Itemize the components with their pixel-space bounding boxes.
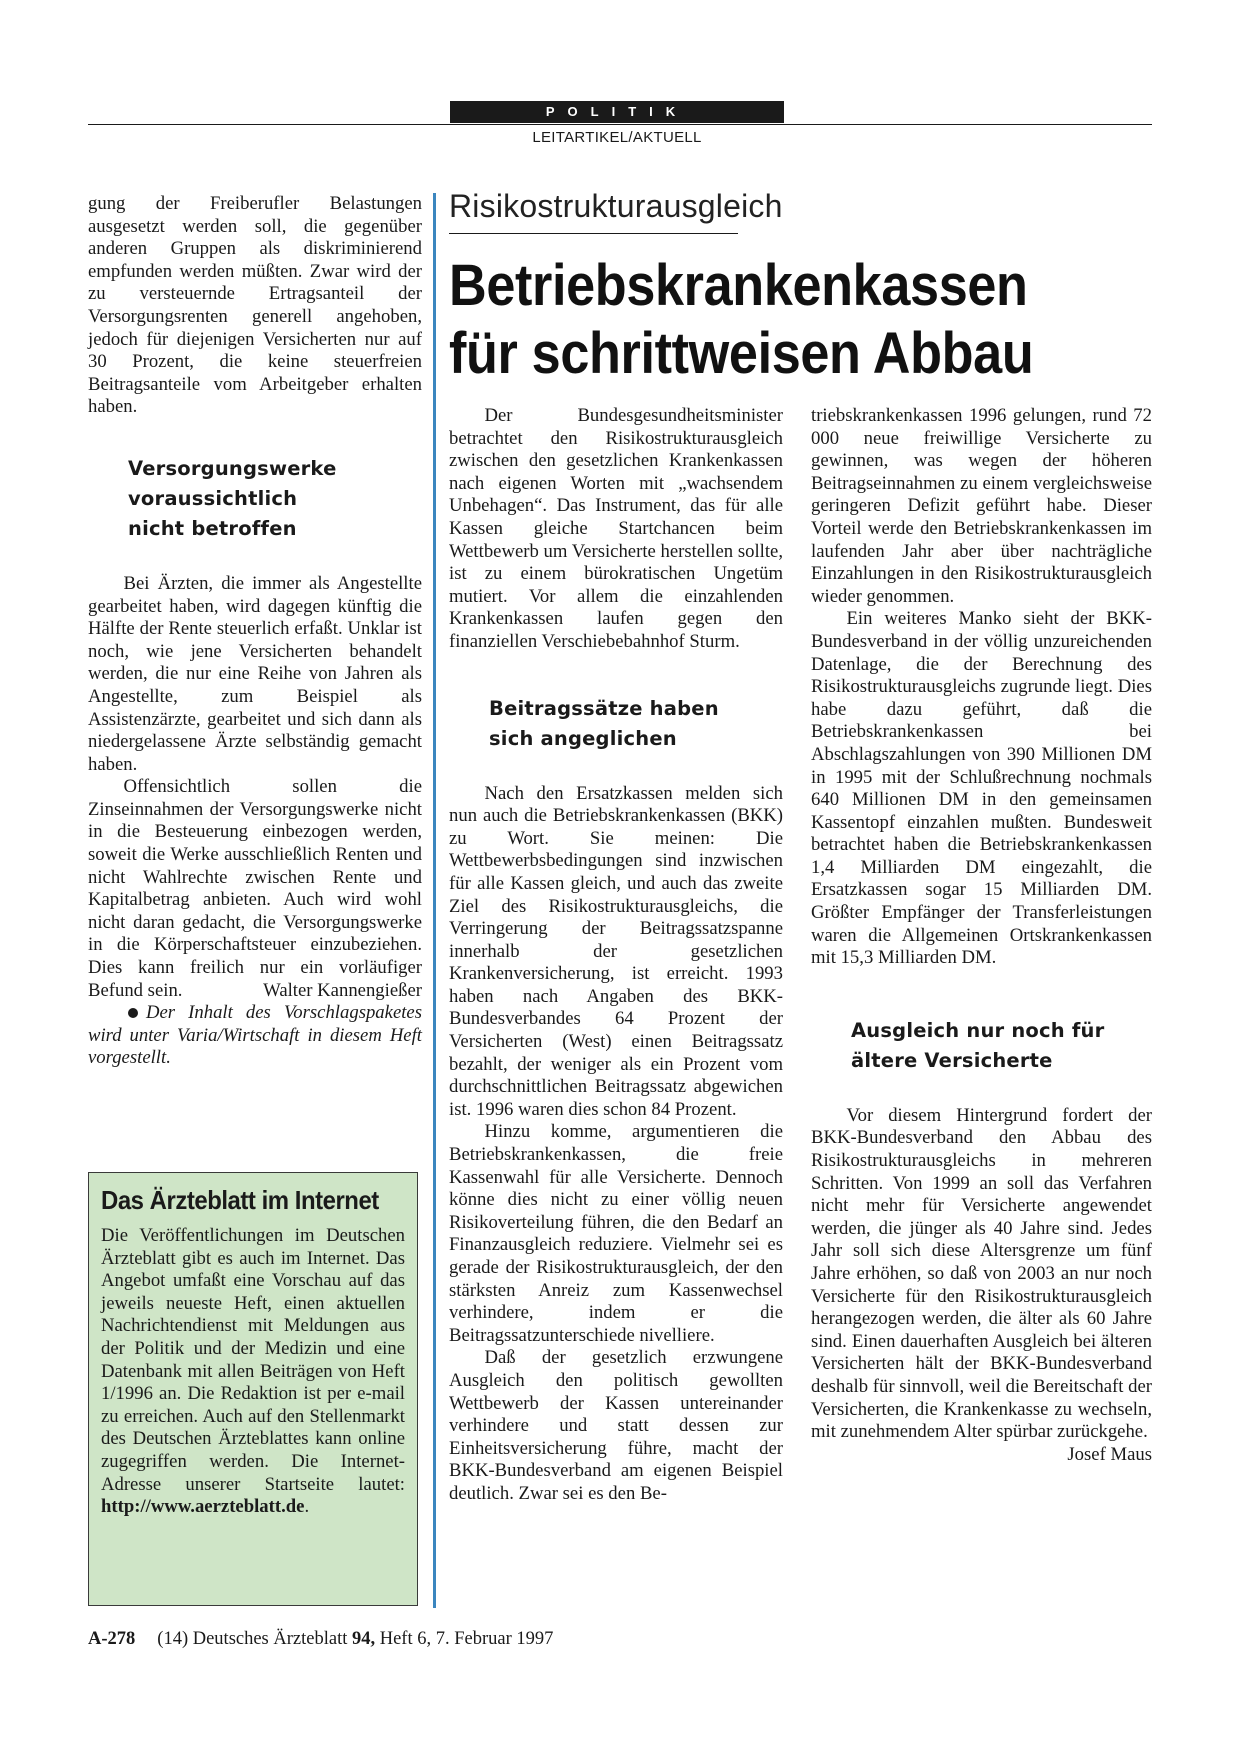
- col3-paragraph: Ein weiteres Manko sieht der BKK-Bundesverband in der völlig unzureichenden Datenlage, die der Berechnung des Risikostrukturausgleichs zugrunde liegt. Dies habe dazu geführt, daß die Betriebskrankenkassen bei Abschlagszahlungen von 390 Millionen DM in 1995 mit der Schlußrechnung nochmals 640 Millionen DM in den gemeinsamen Kassentopf einzahlen mußten. Bundesweit betrachtet haben die Betriebskrankenkassen 1,4 Milliarden DM eingezahlt, die Ersatzkassen sogar 15 Milliarden DM. Größter Empfänger der Transferleistungen waren die Allgemeinen Ortskrankenkassen mit 15,3 Milliarden DM.: [811, 608, 1152, 969]
- page-number: A-278: [88, 1629, 136, 1649]
- column-middle: [449, 405, 783, 1506]
- author-signature: Walter Kannengießer: [263, 979, 422, 1001]
- col1-subheading-line: voraussichtlich: [128, 486, 298, 510]
- col3-subheading-line: ältere Versicherte: [851, 1048, 1053, 1072]
- col2-subheading-line: sich angeglichen: [489, 726, 677, 750]
- col1-paragraph-text: Offensichtlich sollen die Zinseinnahmen der Versorgungswerke nicht in die Besteuerung einbezogen werden, soweit die Werke ausschließlich Renten und nicht Wahlrechte zwischen Rente und Kapitalbetrag anbieten. Auch wird wohl nicht daran gedacht, die Versorgungswerke in die Körperschaftsteuer einzubeziehen. Dies kann freilich nur ein vorläufiger Befund sein.: [88, 776, 422, 1001]
- website-link[interactable]: http://www.aerzteblatt.de: [101, 1496, 305, 1518]
- kicker-underline: [449, 233, 738, 234]
- col2-subheading-line: Beitragssätze haben: [489, 696, 719, 720]
- col3-paragraph: triebskrankenkassen 1996 gelungen, rund 72 000 neue freiwillige Versicherte zu gewinnen, was wegen der höheren Beitragseinnahmen zu einem vergleichsweise geringeren Defizit geführt habe. Dieser Vorteil werde den Betriebskrankenkassen im laufenden Jahr aber über nachträgliche Einzahlungen in den Risikostrukturausgleich wieder genommen.: [811, 405, 1152, 607]
- journal-volume: 94,: [351, 1629, 376, 1649]
- journal-issue: Heft 6, 7. Februar 1997: [375, 1629, 554, 1649]
- col2-paragraph: Daß der gesetzlich erzwungene Ausgleich den politisch gewollten Wettbewerb der Kassen untereinander verhindere und statt dessen zur Einheitsversicherung führe, macht der BKK-Bundesverband am eigenen Beispiel deutlich. Zwar sei es den Be-: [449, 1347, 783, 1504]
- column-divider: [433, 193, 436, 1608]
- col2-paragraph: Hinzu komme, argumentieren die Betriebskrankenkassen, die freie Kassenwahl für alle Versicherte. Dennoch könne dies nicht zu einer völlig neuen Risikoverteilung führen, die den Bedarf an Finanzausgleich reduziere. Vielmehr sei es gerade der Risikostrukturausgleich, der den stärksten Anreiz zum Kassenwechsel verhindere, indem er die Beitragssatzunterschiede nivelliere.: [449, 1121, 783, 1346]
- internet-box-title: Das Ärzteblatt im Internet: [101, 1185, 379, 1215]
- internet-box-period: .: [304, 1496, 310, 1518]
- section-label: POLITIK: [450, 101, 784, 123]
- subsection-label: LEITARTIKEL/AKTUELL: [532, 129, 702, 146]
- internet-info-box: [88, 1172, 418, 1606]
- col2-paragraph: Der Bundesgesundheitsminister betrachtet den Risikostrukturausgleich zwischen den gesetzlichen Krankenkassen nach eigenen Worten mit „wachsendem Unbehagen“. Das Instrument, das für alle Kassen gleiche Startchancen beim Wettbewerb um Versicherte herstellen sollte, ist zu einem bürokratischen Ungetüm mutiert. Vor allem die einzahlenden Krankenkassen laufen gegen den finanziellen Verschiebebahnhof Sturm.: [449, 405, 783, 652]
- col1-subheading-line: nicht betroffen: [128, 516, 297, 540]
- col1-paragraph: gung der Freiberufler Belastungen ausgesetzt werden soll, die gegenüber anderen Gruppen als diskriminierend empfunden werden müßten. Zwar wird der zu versteuernde Ertragsanteil der Versorgungsrenten generell angehoben, jedoch für diejenigen Versicherten nur auf 30 Prozent, die keine steuerfreien Beitragsanteile vom Arbeitgeber erhalten haben.: [88, 193, 422, 418]
- col1-subheading-line: Versorgungswerke: [128, 456, 337, 480]
- article-kicker: Risikostrukturausgleich: [449, 188, 783, 224]
- article-title: [449, 252, 1097, 388]
- col1-subheading: [88, 454, 422, 544]
- col1-paragraph: Bei Ärzten, die immer als Angestellte gearbeitet haben, wird dagegen künftig die Hälfte der Rente steuerlich erfaßt. Unklar ist noch, wie jene Versicherten behandelt werden, die nur eine Reihe von Jahren als Angestellte, zum Beispiel als Assistenzärzte, gearbeitet und sich dann als niedergelassene Ärzte selbständig gemacht haben.: [88, 572, 422, 775]
- col2-subheading: [449, 694, 783, 754]
- editor-note-text: Der Inhalt des Vorschlagspaketes wird unter Varia/Wirtschaft in diesem Heft vorgestellt.: [88, 1002, 422, 1069]
- col1-paragraph: [88, 776, 422, 1002]
- author-signature: Josef Maus: [1067, 1443, 1152, 1465]
- column-left: [88, 193, 422, 1070]
- article-title-line: für schrittweisen Abbau: [449, 321, 1034, 386]
- internet-box-text: [101, 1225, 405, 1519]
- internet-box-body: Die Veröffentlichungen im Deutschen Ärzteblatt gibt es auch im Internet. Das Angebot umfaßt eine Vorschau auf das jeweils neueste Heft, einen aktuellen Nachrichtendienst mit Meldungen aus der Politik und der Medizin und eine Datenbank mit allen Beiträgen von Heft 1/1996 an. Die Redaktion ist per e-mail zu erreichen. Auch auf den Stellenmarkt des Deutschen Ärzteblattes kann online zugegriffen werden. Die Internet-Adresse unserer Startseite lautet:: [101, 1225, 405, 1495]
- bullet-icon: [128, 1008, 138, 1018]
- column-right: [811, 405, 1152, 1466]
- editor-note: [88, 1002, 422, 1070]
- header-rule: [88, 124, 1152, 125]
- col3-paragraph-text: Vor diesem Hintergrund fordert der BKK-Bundesverband den Abbau des Risikostrukturausgleichs in mehreren Schritten. Von 1999 an soll das Verfahren nicht mehr für Versicherte angewendet werden, die jünger als 40 Jahre sind. Jedes Jahr soll sich diese Altersgrenze um fünf Jahre erhöhen, so daß von 2003 an nur noch Versicherte für den Risikostrukturausgleich herangezogen werden, die älter als 60 Jahre sind. Einen dauerhaften Ausgleich bei älteren Versicherten hält der BKK-Bundesverband deshalb für sinnvoll, weil die Bereitschaft der Versicherten, die Krankenkasse zu wechseln, mit zunehmendem Alter spürbar zurückgehe.: [811, 1104, 1152, 1443]
- col3-subheading: [811, 1016, 1152, 1076]
- page-footer: [88, 1629, 553, 1650]
- col3-paragraph: [811, 1104, 1152, 1465]
- col2-paragraph: Nach den Ersatzkassen melden sich nun auch die Betriebskrankenkassen (BKK) zu Wort. Sie meinen: Die Wettbewerbsbedingungen sind inzwischen für alle Kassen gleich, und auch das zweite Ziel des Risikostrukturausgleichs, die Verringerung der Beitragssatzspanne innerhalb der gesetzlichen Krankenversicherung, ist erreicht. 1993 haben nach Angaben des BKK-Bundesverbandes 64 Prozent der Versicherten (West) einen Beitragssatz bezahlt, der weniger als ein Prozent vom durchschnittlichen Beitragssatz abgewichen ist. 1996 waren dies schon 84 Prozent.: [449, 782, 783, 1120]
- article-title-line: Betriebskrankenkassen: [449, 253, 1028, 318]
- journal-citation: (14) Deutsches Ärzteblatt: [157, 1629, 352, 1649]
- col3-subheading-line: Ausgleich nur noch für: [851, 1018, 1105, 1042]
